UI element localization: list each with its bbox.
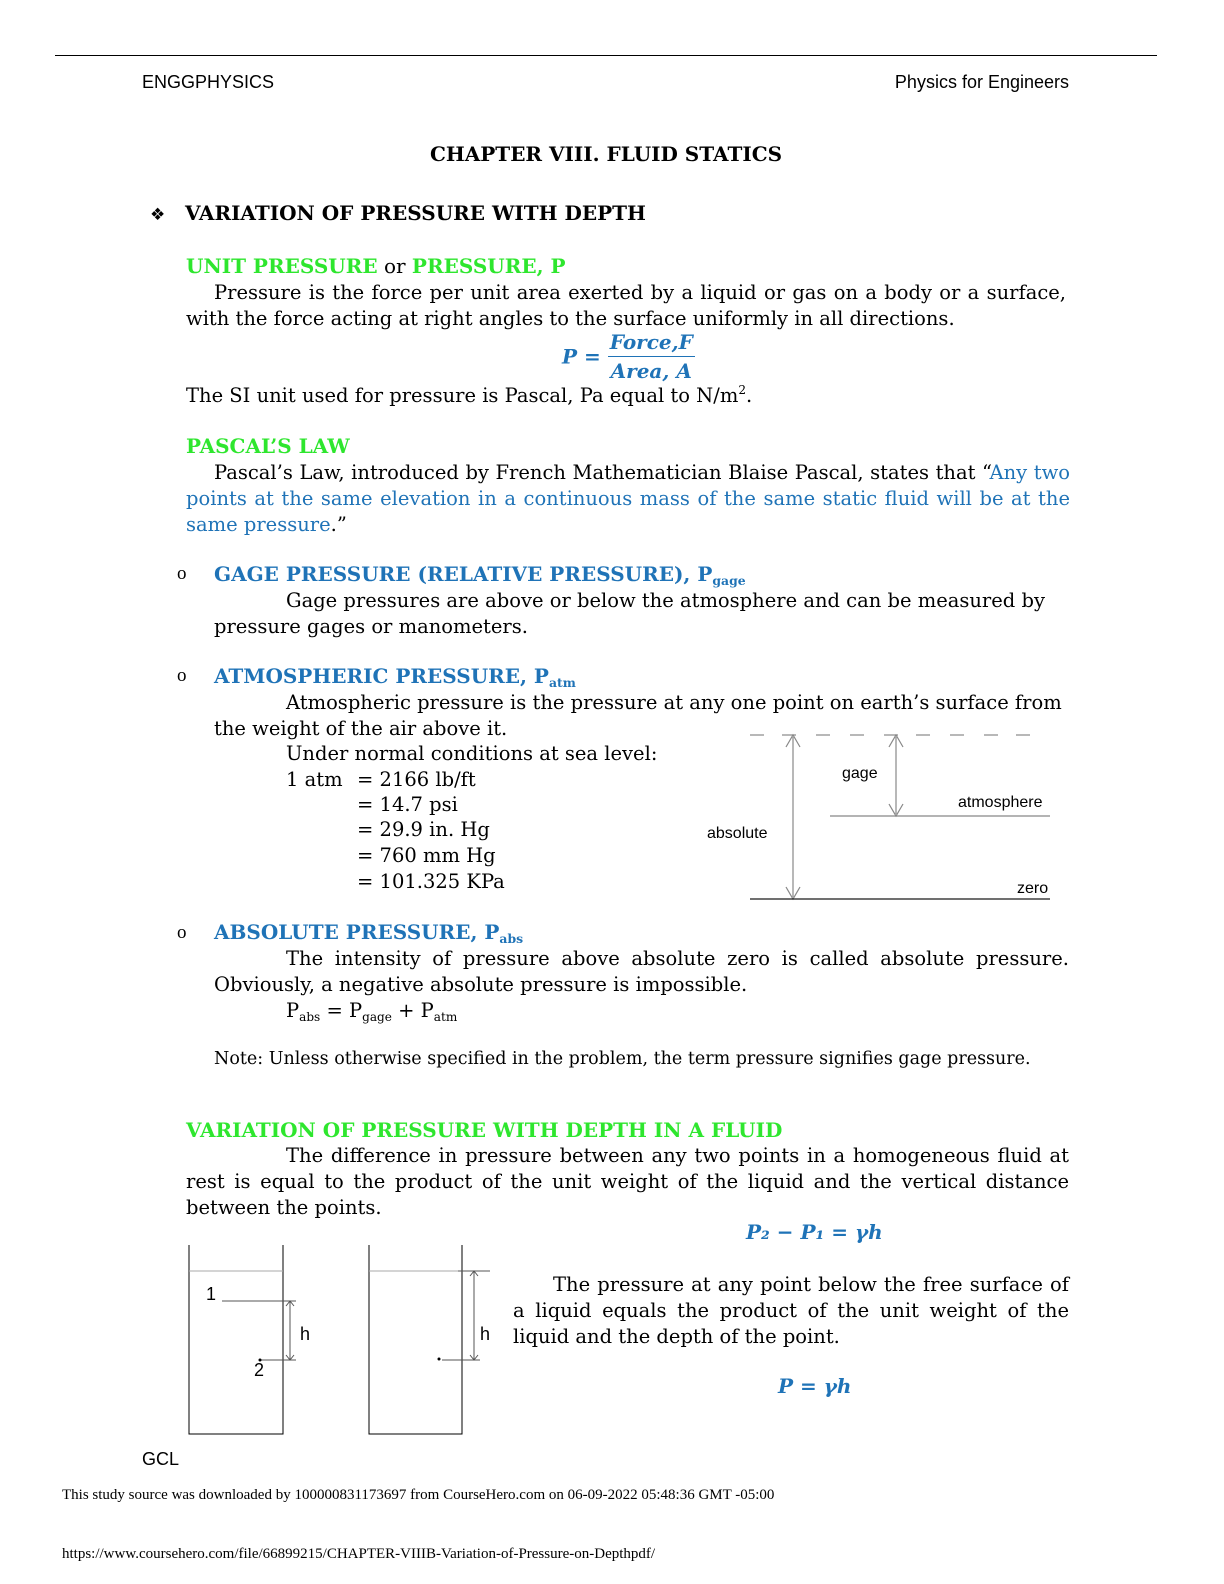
tank-h-right: h — [480, 1324, 491, 1344]
diagram-atmosphere-label: atmosphere — [958, 794, 1043, 811]
unit-pressure-text: Pressure is the force per unit area exerted by a liquid or gas on a body or a surface, with the force acting at right angles to the surface uniformly in all directions. — [186, 281, 1066, 330]
diagram-gage-label: gage — [842, 765, 878, 782]
gage-heading — [214, 562, 746, 586]
pascal-quote: Any two points at the same elevation in a continuous mass of the same static fluid will be at the same pressure — [186, 461, 1071, 536]
unit-pressure-or: or — [377, 254, 412, 278]
abs-eq-p3: + P — [391, 999, 434, 1022]
atm-sub: atm — [548, 675, 576, 690]
gage-sub: gage — [712, 573, 746, 588]
depth-heading: VARIATION OF PRESSURE WITH DEPTH IN A FLUID — [186, 1118, 783, 1142]
tank-point-2: 2 — [254, 1360, 265, 1380]
formula-fraction — [608, 330, 695, 383]
depth-formula-2: P = γh — [778, 1374, 852, 1398]
abs-eq-p1: P — [286, 999, 300, 1022]
pressure-diagram — [700, 725, 1060, 910]
atm-value-3: = 760 mm Hg — [357, 844, 496, 867]
atm-conditions: Under normal conditions at sea level: — [286, 742, 658, 765]
diagram-absolute-label: absolute — [707, 825, 768, 842]
abs-eq-sub3: atm — [433, 1010, 458, 1024]
tank-h-left: h — [300, 1324, 311, 1344]
chapter-title: CHAPTER VIII. FLUID STATICS — [429, 142, 783, 166]
abs-sub: abs — [499, 931, 524, 946]
header-left: ENGGPHYSICS — [142, 72, 275, 92]
atm-value-label: 1 atm — [286, 768, 343, 791]
pascal-heading: PASCAL’S LAW — [186, 434, 350, 458]
si-unit-main: The SI unit used for pressure is Pascal, Pa equal to N/m — [186, 384, 739, 407]
formula-numerator: Force,F — [608, 330, 695, 357]
atm-text: Atmospheric pressure is the pressure at any one point on earth’s surface from the weight of the air above it. — [214, 691, 1062, 740]
note-text: Note: Unless otherwise specified in the problem, the term pressure signifies gage pressure. — [214, 1049, 1031, 1069]
pressure-formula — [562, 330, 695, 383]
abs-eq-sub2: gage — [362, 1010, 392, 1024]
diamond-bullet-icon: ❖ — [150, 205, 166, 225]
abs-equation — [286, 998, 457, 1024]
diagram-zero-label: zero — [1017, 880, 1049, 897]
depth-text-2: The pressure at any point below the free surface of a liquid equals the product of the unit weight of the liquid and the depth of the point. — [513, 1273, 1069, 1348]
atm-marker: o — [177, 665, 187, 686]
pressure-title: PRESSURE, P — [411, 254, 566, 278]
atm-heading — [214, 664, 576, 688]
abs-marker: o — [177, 922, 187, 943]
section-title: VARIATION OF PRESSURE WITH DEPTH — [184, 201, 646, 225]
footer-source: This study source was downloaded by 100000831173697 from CourseHero.com on 06-09-2022 05:48:36 GMT -05:00 — [62, 1487, 775, 1503]
tank-point-1: 1 — [206, 1284, 217, 1304]
abs-text: The intensity of pressure above absolute zero is called absolute pressure. Obviously, a negative absolute pressure is impossible. — [214, 947, 1069, 996]
si-unit-sup: 2 — [738, 383, 746, 397]
pascal-text-a: Pascal’s Law, introduced by French Mathematician Blaise Pascal, states that “ — [214, 461, 990, 484]
footer-initials: GCL — [142, 1449, 180, 1469]
formula-denominator: Area, A — [610, 359, 692, 383]
tank-diagram — [180, 1240, 500, 1440]
atm-value-1: = 14.7 psi — [357, 793, 458, 816]
gage-title: GAGE PRESSURE (RELATIVE PRESSURE), P — [214, 562, 713, 586]
pascal-text-b: .” — [330, 513, 347, 536]
atm-value-0: = 2166 lb/ft — [357, 768, 476, 791]
unit-pressure-title: UNIT PRESSURE — [186, 254, 378, 278]
atm-title: ATMOSPHERIC PRESSURE, P — [214, 664, 549, 688]
section-heading — [150, 201, 646, 225]
abs-title: ABSOLUTE PRESSURE, P — [214, 920, 500, 944]
formula-lhs: P = — [562, 344, 601, 369]
atm-value-2: = 29.9 in. Hg — [357, 818, 490, 841]
si-unit-end: . — [746, 384, 753, 407]
header-rule — [55, 55, 1157, 56]
depth-text: The difference in pressure between any two points in a homogeneous fluid at rest is equal to the product of the unit weight of the liquid and the vertical distance between the points. — [186, 1144, 1069, 1219]
abs-eq-sub1: abs — [299, 1010, 321, 1024]
depth-formula-1: P₂ − P₁ = γh — [746, 1220, 883, 1244]
gage-marker: o — [177, 563, 187, 584]
gage-text: Gage pressures are above or below the atmosphere and can be measured by pressure gages or manometers. — [214, 589, 1045, 638]
unit-pressure-heading — [186, 254, 566, 278]
abs-heading — [214, 920, 523, 944]
atm-value-4: = 101.325 KPa — [357, 870, 505, 893]
si-unit-text — [186, 383, 752, 409]
header-right: Physics for Engineers — [894, 72, 1069, 92]
footer-url[interactable]: https://www.coursehero.com/file/66899215/CHAPTER-VIIIB-Variation-of-Pressure-on-Depthpdf/ — [62, 1546, 656, 1562]
pascal-text — [186, 460, 1070, 538]
abs-eq-p2: = P — [320, 999, 363, 1022]
